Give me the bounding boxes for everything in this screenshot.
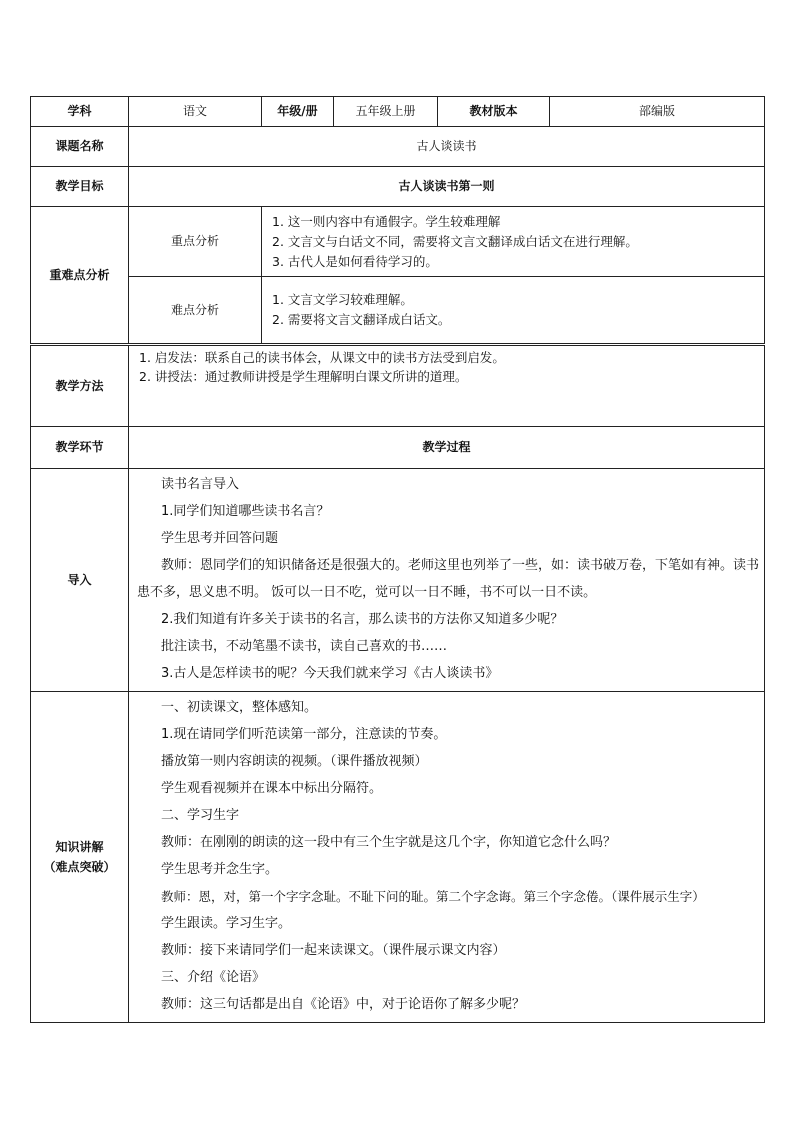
knowledge-label (31, 692, 129, 1023)
knowledge-line: 学生思考并念生字。 (161, 862, 279, 877)
key-analysis-list (262, 207, 765, 277)
knowledge-line: 教师：恩，对，第一个字字念耻。不耻下问的耻。第二个字念诲。第三个字念倦。（课件展示生字） (161, 889, 705, 904)
lesson-plan-table (30, 96, 765, 1023)
goal-label: 教学目标 (31, 167, 129, 207)
goal-value: 古人谈读书第一则 (129, 167, 765, 207)
method-label: 教学方法 (31, 345, 129, 427)
subject-value: 语文 (129, 97, 262, 127)
intro-row (31, 469, 765, 692)
key-analysis-row (31, 207, 765, 277)
intro-label: 导入 (31, 469, 129, 692)
lesson-plan-sheet (30, 96, 764, 1023)
key-analysis-label: 重点分析 (129, 207, 262, 277)
knowledge-line: 三、介绍《论语》 (161, 970, 266, 985)
knowledge-line: 学生观看视频并在课本中标出分隔符。 (161, 781, 383, 796)
knowledge-label-line2: （难点突破） (43, 860, 116, 874)
intro-line: 学生思考并回答问题 (161, 531, 279, 546)
intro-line: 1.同学们知道哪些读书名言？ (161, 504, 330, 519)
knowledge-row (31, 692, 765, 1023)
knowledge-line: 1.现在请同学们听范读第一部分，注意读的节奏。 (161, 727, 447, 742)
header-row (31, 97, 765, 127)
knowledge-line: 二、学习生字 (161, 808, 240, 823)
knowledge-line: 学生跟读。学习生字。 (161, 916, 292, 931)
knowledge-content (129, 692, 765, 1023)
analysis-label: 重难点分析 (31, 207, 129, 345)
intro-line: 2.我们知道有许多关于读书的名言，那么读书的方法你又知道多少呢？ (161, 612, 564, 627)
knowledge-line: 教师：接下来请同学们一起来读课文。（课件展示课文内容） (161, 943, 506, 958)
intro-line: 教师：恩同学们的知识储备还是很强大的。老师这里也列举了一些，如：读书破万卷，下笔如有神。读书患不多，思义患不明。 饭可以一日不吃，觉可以一日不睡，书不可以一日不读。 (137, 558, 760, 600)
method-item: 1. 启发法：联系自己的读书体会，从课文中的读书方法受到启发。 (139, 350, 505, 365)
method-row (31, 345, 765, 427)
grade-value: 五年级上册 (334, 97, 438, 127)
intro-line: 读书名言导入 (161, 477, 240, 492)
edition-label: 教材版本 (438, 97, 550, 127)
difficult-analysis-item: 2. 需要将文言文翻译成白话文。 (272, 312, 451, 327)
intro-content (129, 469, 765, 692)
lesson-row (31, 127, 765, 167)
knowledge-line: 教师：在刚刚的朗读的这一段中有三个生字就是这几个字，你知道它念什么吗？ (161, 835, 617, 850)
key-analysis-item: 3. 古代人是如何看待学习的。 (272, 253, 438, 269)
knowledge-line: 教师：这三句话都是出自《论语》中，对于论语你了解多少呢？ (161, 997, 526, 1012)
subject-label: 学科 (31, 97, 129, 127)
edition-value: 部编版 (550, 97, 765, 127)
key-analysis-item: 1. 这一则内容中有通假字。学生较难理解 (272, 213, 501, 229)
difficult-analysis-list (262, 277, 765, 345)
process-stage-label: 教学环节 (31, 427, 129, 469)
intro-line: 批注读书，不动笔墨不读书，读自己喜欢的书…… (161, 639, 448, 654)
method-item: 2. 讲授法：通过教师讲授是学生理解明白课文所讲的道理。 (139, 369, 468, 384)
knowledge-line: 一、初读课文，整体感知。 (161, 700, 318, 715)
process-header-row (31, 427, 765, 469)
key-analysis-item: 2. 文言文与白话文不同，需要将文言文翻译成白话文在进行理解。 (272, 233, 638, 249)
intro-line: 3.古人是怎样读书的呢？今天我们就来学习《古人谈读书》 (161, 666, 499, 681)
knowledge-label-line1: 知识讲解 (55, 840, 104, 854)
difficult-analysis-row (31, 277, 765, 345)
knowledge-line: 播放第一则内容朗读的视频。（课件播放视频） (161, 754, 428, 769)
lesson-label: 课题名称 (31, 127, 129, 167)
difficult-analysis-item: 1. 文言文学习较难理解。 (272, 292, 413, 307)
method-list (129, 345, 765, 427)
difficult-analysis-label: 难点分析 (129, 277, 262, 345)
lesson-title: 古人谈读书 (129, 127, 765, 167)
grade-label: 年级/册 (262, 97, 334, 127)
goal-row (31, 167, 765, 207)
process-label: 教学过程 (129, 427, 765, 469)
